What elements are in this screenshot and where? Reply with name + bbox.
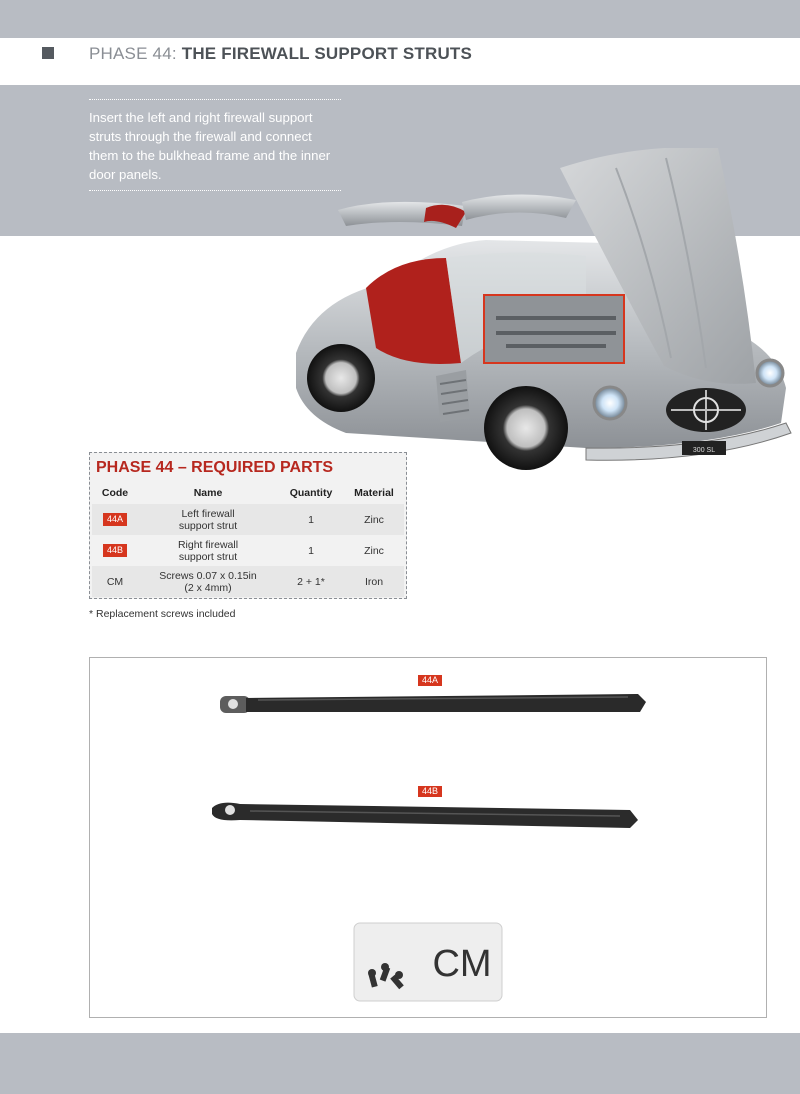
strut-44b-image [210,798,640,832]
material-cell: Zinc [364,544,384,557]
column-header: Quantity [289,487,333,499]
quantity-cell: 2 + 1* [278,566,344,597]
code-cell [92,535,138,566]
bag-label: CM [432,943,492,985]
name-cell [138,535,278,566]
part-code-tag: 44B [103,544,127,557]
footnote: * Replacement screws included [89,608,236,620]
label-44b: 44B [418,786,442,797]
material-cell: Zinc [344,504,404,535]
table-header-row [92,482,404,504]
name-cell [138,504,278,535]
table-row [92,535,404,566]
plate-text: 300 SL [692,447,716,454]
quantity-cell: 1 [278,504,344,535]
top-band [0,0,800,38]
name-line: Screws 0.07 x 0.15in [159,569,257,582]
parts-title: PHASE 44 – REQUIRED PARTS [96,459,334,476]
code-cell: CM [92,566,138,597]
components-panel [89,657,767,1018]
bottom-band [0,1033,800,1094]
title-text: THE FIREWALL SUPPORT STRUTS [181,44,473,63]
table-row [92,566,404,597]
code-cell [92,504,138,535]
quantity-cell: 1 [308,544,314,557]
name-line: (2 x 4mm) [184,581,232,594]
name-line: support strut [178,550,238,563]
name-line: Right firewall [177,538,239,551]
label-44a: 44A [418,675,442,686]
column-header: Name [193,487,223,499]
name-cell [138,566,278,597]
name-line: support strut [178,519,238,532]
material-cell: Iron [344,566,404,597]
part-code-tag: 44A [103,513,127,526]
page-title [89,44,472,64]
title-square-icon [42,47,54,59]
name-line: Left firewall [181,507,235,520]
car-illustration [286,148,800,488]
required-parts-box [89,452,407,599]
column-header: Material [354,487,394,499]
phase-label: PHASE 44: [89,44,177,63]
column-header: Code [101,487,129,499]
strut-44a-image [218,690,650,720]
table-row [92,504,404,535]
intro-text: Insert the left and right firewall support struts through the firewall and connect them to the bulkhead frame and the inner door panels. [89,99,341,191]
parts-table [92,482,404,597]
screw-bag-image [352,921,504,1003]
